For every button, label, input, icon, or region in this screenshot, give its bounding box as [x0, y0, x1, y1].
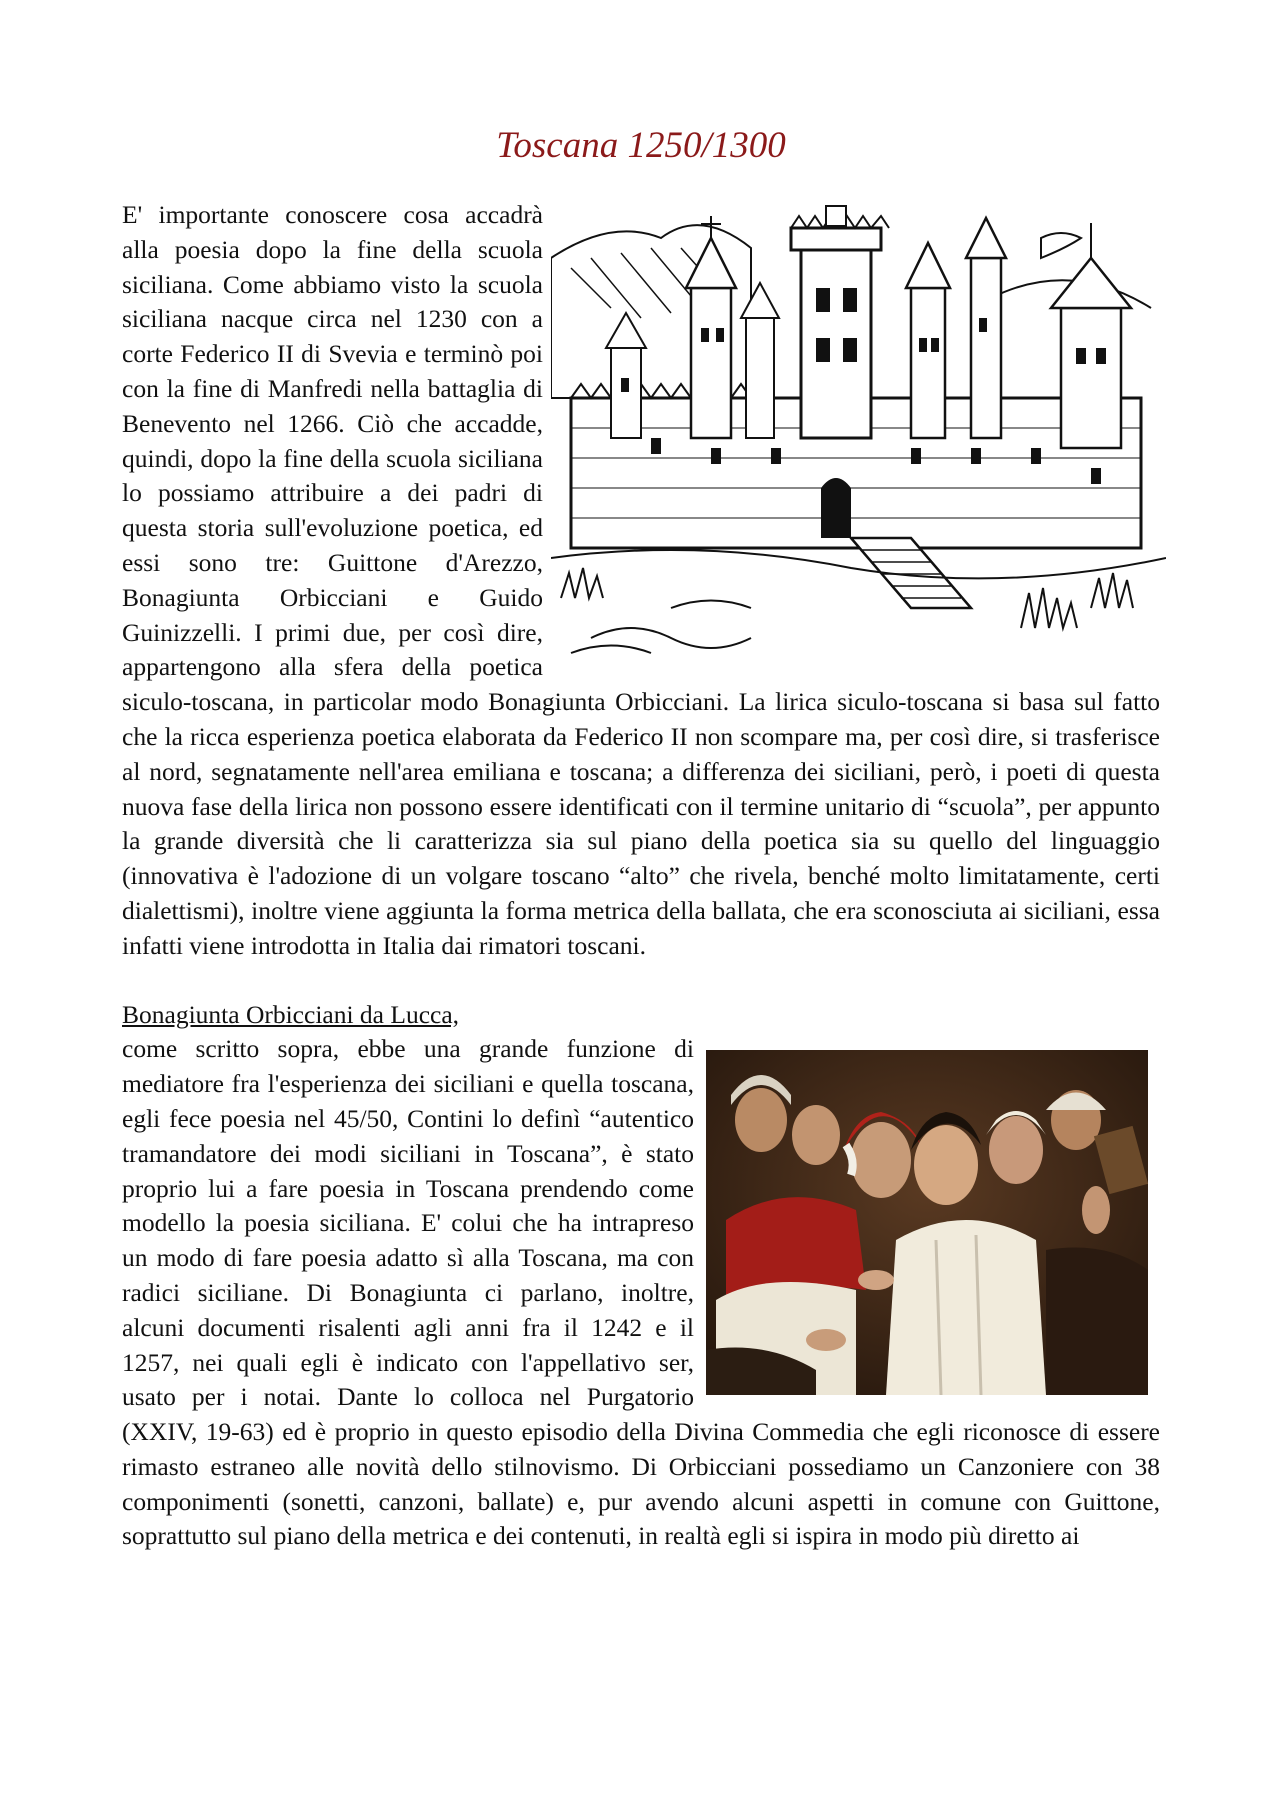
page-title: Toscana 1250/1300 — [496, 125, 786, 166]
section-gap — [122, 964, 1160, 998]
bonagiunta-heading-line — [122, 998, 1160, 1033]
page — [122, 120, 1160, 1554]
section-intro — [122, 198, 1160, 964]
section-bonagiunta — [122, 998, 1160, 1555]
intro-paragraph: E' importante conoscere cosa accadrà alla poesia dopo la fine della scuola siciliana. Come abbiamo visto la scuola siciliana nacque circa nel 1230 con a corte Federico II di Svevia e terminò poi con la fine di Manfredi nella battaglia di Benevento nel 1266. Ciò che accadde, quindi, dopo la fine della scuola siciliana lo possiamo attribuire a dei padri di questa storia sull'evoluzione poetica, ed essi sono tre: Guittone d'Arezzo, Bonagiunta Orbicciani e Guido Guinizzelli. I primi due, per così dire, appartengono alla sfera della poetica siculo-toscana, in particolar modo Bonagiunta Orbicciani. La lirica siculo-toscana si basa sul fatto che la ricca esperienza poetica elaborata da Federico II non scompare ma, per così dire, si trasferisce al nord, segnatamente nell'area emiliana e toscana; a differenza dei siciliani, però, i poeti di questa nuova fase della lirica non possono essere identificati con il termine unitario di “scuola”, per appunto la grande diversità che li caratterizza sia sul piano della poetica sia su quello del linguaggio (innovativa è l'adozione di un volgare toscano “alto” che rivela, benché molto limitatamente, certi dialettismi), inoltre viene aggiunta la forma metrica della ballata, che era sconosciuta ai siciliani, essa infatti viene introdotta in Italia dai rimatori toscani. — [122, 200, 1160, 960]
bonagiunta-heading: Bonagiunta Orbicciani da Lucca, — [122, 999, 460, 1029]
bonagiunta-paragraph: come scritto sopra, ebbe una grande funzione di mediatore fra l'esperienza dei siciliani e quella toscana, egli fece poesia nel 45/50, Contini lo definì “autentico tramandatore dei modi siciliani in Toscana”, è stato proprio lui a fare poesia in Toscana prendendo come modello la poesia siciliana. E' colui che ha intrapreso un modo di fare poesia adatto sì alla Toscana, ma con radici siciliane. Di Bonagiunta ci parlano, inoltre, alcuni documenti risalenti agli anni fra il 1242 e il 1257, nei quali egli è indicato con l'appellativo ser, usato per i notai. Dante lo colloca nel Purgatorio (XXIV, 19-63) ed è proprio in questo episodio della Divina Commedia che egli riconosce di essere rimasto estraneo alle novità dello stilnovismo. Di Orbicciani possediamo un Canzoniere con 38 componimenti (sonetti, canzoni, ballate) e, pur avendo alcuni aspetti in comune con Guittone, soprattutto sul piano della metrica e dei contenuti, in realtà egli si ispira in modo più diretto ai — [122, 1034, 1160, 1551]
medieval-city-woodcut — [551, 198, 1166, 663]
six-tuscan-poets-painting — [706, 1050, 1148, 1395]
